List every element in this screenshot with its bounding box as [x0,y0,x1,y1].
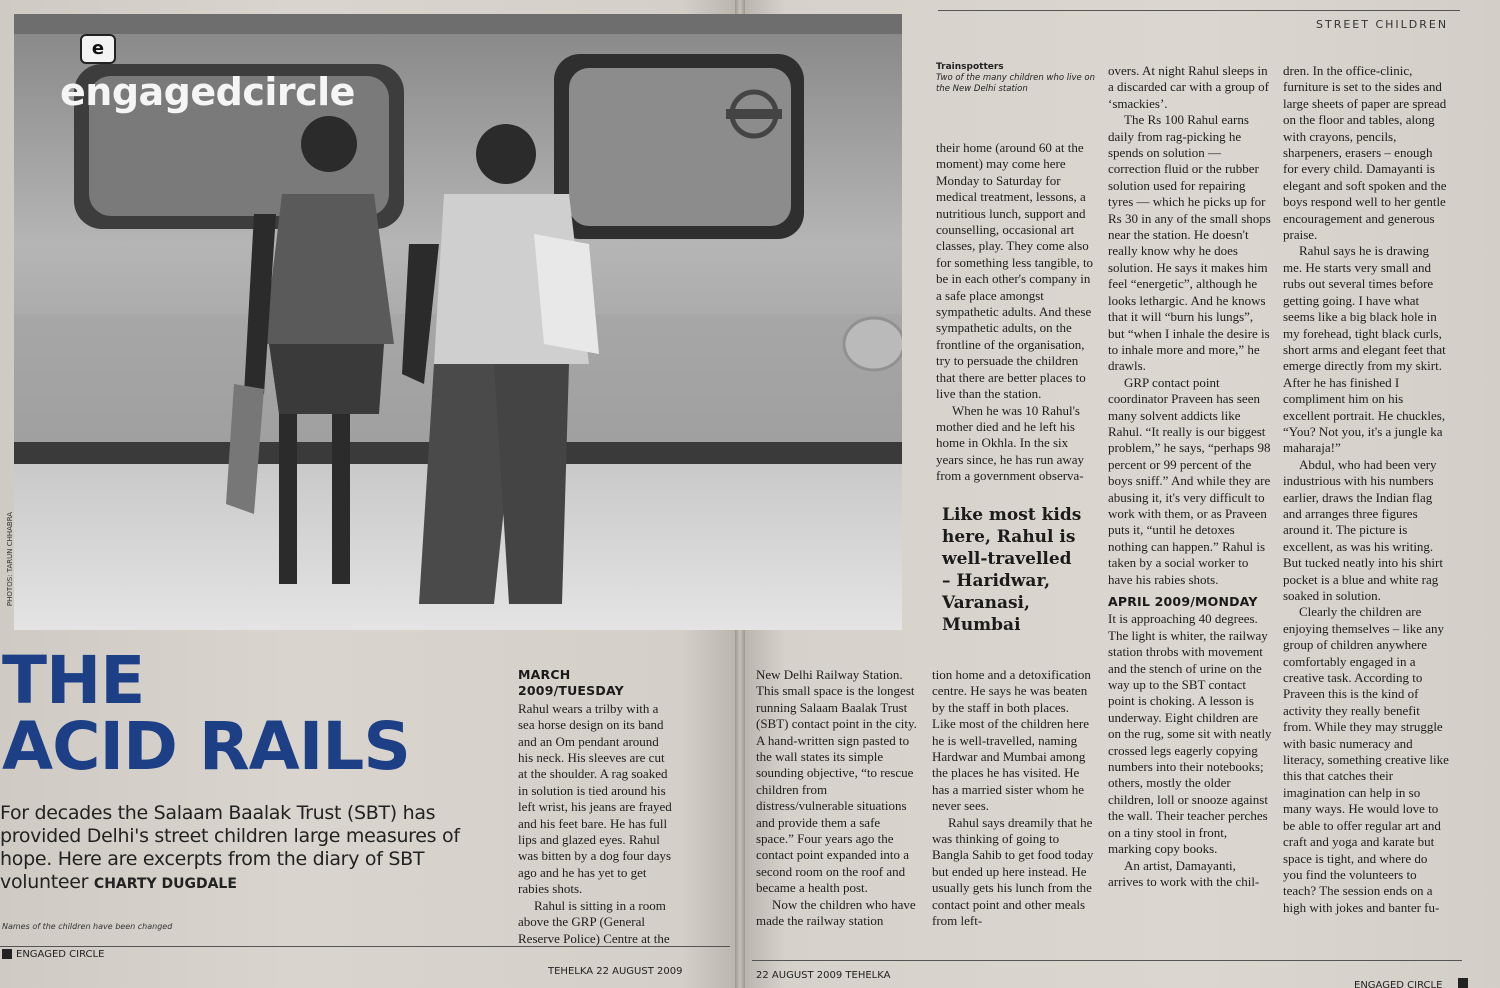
headline-line-1: THE [2,642,145,719]
paragraph: It is approaching 40 degrees. The light is whiter, the railway station throbs with movement and the stench of urine on the way up to the SBT contact point is choking. A lesson is underway. Eight children are on the rug, some sit with neatly crossed legs eagerly copying numbers into their notebooks; others, mostly the older children, loll or snooze against the wall. Their teacher perches on a tiny stool in front, marking copy books. [1108,611,1272,857]
headline-line-2: ACID RAILS [2,708,410,785]
dateline-april: APRIL 2009/MONDAY [1108,594,1258,609]
folio-marker [1458,978,1468,988]
photo-caption [936,62,1096,95]
article-column-1 [518,667,674,947]
paragraph: their home (around 60 at the moment) may come here Monday to Saturday for medical treatment, lessons, a nutritious lunch, support and counselling, occasional art classes, play. They come also for something less tangible, to be in each other's company in a safe place amongst sympathetic adults. And these sympathetic adults, on the frontline of the organisation, try to persuade the children that there are better places to live than the station. [936,140,1094,402]
paragraph: New Delhi Railway Station. This small space is the longest running Salaam Baalak Trust (SBT) contact point in the city. A hand-written sign pasted to the wall states its simple sounding objective, “to rescue children from distress/vulnerable situations and provide them a safe space.” Four years ago the contact point expanded into a second room on the roof and became a health post. [756,667,917,896]
article-column-6 [1283,63,1449,916]
article-column-5 [1108,63,1272,890]
caption-body: Two of the many children who live on the New Delhi station [936,73,1096,94]
pull-quote: Like most kids here, Rahul is well-travelled – Haridwar, Varanasi, Mumbai [942,505,1082,635]
footer-section-left: ENGAGED CIRCLE [16,949,105,960]
dateline-march: MARCH 2009/TUESDAY [518,667,624,699]
headline [2,642,410,785]
article-column-2 [756,667,920,930]
section-logo-icon: e [80,34,116,64]
folio-marker [2,949,12,959]
article-column-4 [936,140,1094,485]
names-note: Names of the children have been changed [2,922,173,931]
lead-photo [14,14,902,630]
paragraph: dren. In the office-clinic, furniture is set to the sides and large sheets of paper are spread on the floor and tables, along with crayons, pencils, sharpeners, erasers – enough for every child. Damayanti is elegant and soft spoken and the boys respond well to her gentle encouragement and generous praise. [1283,63,1447,243]
paragraph: Now the children who have made the railway station [756,896,916,929]
footer-issue-right: 22 AUGUST 2009 TEHELKA [756,970,891,981]
paragraph: tion home and a detoxification centre. He says he was beaten by the staff in both places. Like most of the children here he is well-travelled, naming Hardwar and Mumbai among the places he has visited. He has a married sister whom he never sees. [932,667,1091,814]
caption-title: Trainspotters [936,62,1004,72]
header-rule-right [938,10,1460,11]
standfirst-text: For decades the Salaam Baalak Trust (SBT) has provided Delhi's street children large measures of hope. Here are excerpts from the diary of SBT volunteer [0,802,460,893]
footer-rule-left [0,946,730,947]
paragraph: Rahul wears a trilby with a sea horse design on its band and an Om pendant around his neck. His sleeves are cut at the shoulder. A rag soaked in solution is tied around his left wrist, his jeans are frayed and his feet bare. He has full lips and glazed eyes. Rahul was bitten by a dog four days ago and he has yet to get rabies shots. [518,700,672,897]
standfirst [0,802,480,896]
byline: CHARTY DUGDALE [93,876,237,892]
paragraph: The Rs 100 Rahul earns daily from rag-picking he spends on solution — correction fluid or the rubber solution used for repairing tyres — which he picks up for Rs 30 in any of the small shops near the station. He doesn't really know why he does solution. He says it makes him feel “energetic”, although he looks lethargic. And he knows that it will “burn his lungs”, but “when I inhale the desire is to inhale more and more,” he drawls. [1108,112,1271,374]
article-column-3 [932,667,1094,930]
section-title: engagedcircle [60,70,355,114]
photo-credit: PHOTOS: TARUN CHHABRA [6,511,14,607]
footer-rule-right [752,960,1462,961]
paragraph: Clearly the children are enjoying themselves – like any group of children anywhere comfortably engaged in a creative task. According to Praveen this is the kind of activity they really benefit from. While they may struggle with basic numeracy and literacy, something creative like this that catches their imagination can help in so many ways. He would love to be able to offer regular art and craft and yoga and karate but space is tight, and where do you find the volunteers to teach? The session ends on a high with jokes and banter fu- [1283,604,1449,915]
running-head: STREET CHILDREN [1316,18,1449,31]
paragraph: Rahul says he is drawing me. He starts very small and rubs out several times before getting going. I have what seems like a big black hole in my forehead, tight black curls, short arms and elegant feet that emerge directly from my skirt. After he has finished I compliment him on his excellent portrait. He chuckles, “You? Not you, it's a jungle ka maharaja!” [1283,243,1446,456]
paragraph: Abdul, who had been very industrious with his numbers earlier, draws the Indian flag and arranges three figures around it. The picture is excellent, as was his writing. But tucked neatly into his shirt pocket is a blue and white rag soaked in solution. [1283,456,1443,603]
footer-section-right: ENGAGED CIRCLE [1354,980,1443,988]
paragraph: Rahul says dreamily that he was thinking of going to Bangla Sahib to get food today but ended up here instead. He usually gets his lunch from the contact point and other meals from left- [932,814,1094,929]
paragraph: An artist, Damayanti, arrives to work with the chil- [1108,857,1260,889]
paragraph: overs. At night Rahul sleeps in a discarded car with a group of ‘smackies’. [1108,63,1269,111]
paragraph: GRP contact point coordinator Praveen has seen many solvent addicts like Rahul. “It really is our biggest problem,” he says, “perhaps 98 percent or 99 percent of the boys sniff.” And while they are abusing it, it's very difficult to work with them, or as Praveen puts it, “until he detoxes nothing can happen.” Rahul is taken by a social worker to have his rabies shots. [1108,374,1271,587]
paragraph: Rahul is sitting in a room above the GRP (General Reserve Police) Centre at the [518,897,670,946]
footer-issue-left: TEHELKA 22 AUGUST 2009 [548,966,683,977]
paragraph: When he was 10 Rahul's mother died and he left his home in Okhla. In the six years since, he has run away from a government observa- [936,402,1084,484]
